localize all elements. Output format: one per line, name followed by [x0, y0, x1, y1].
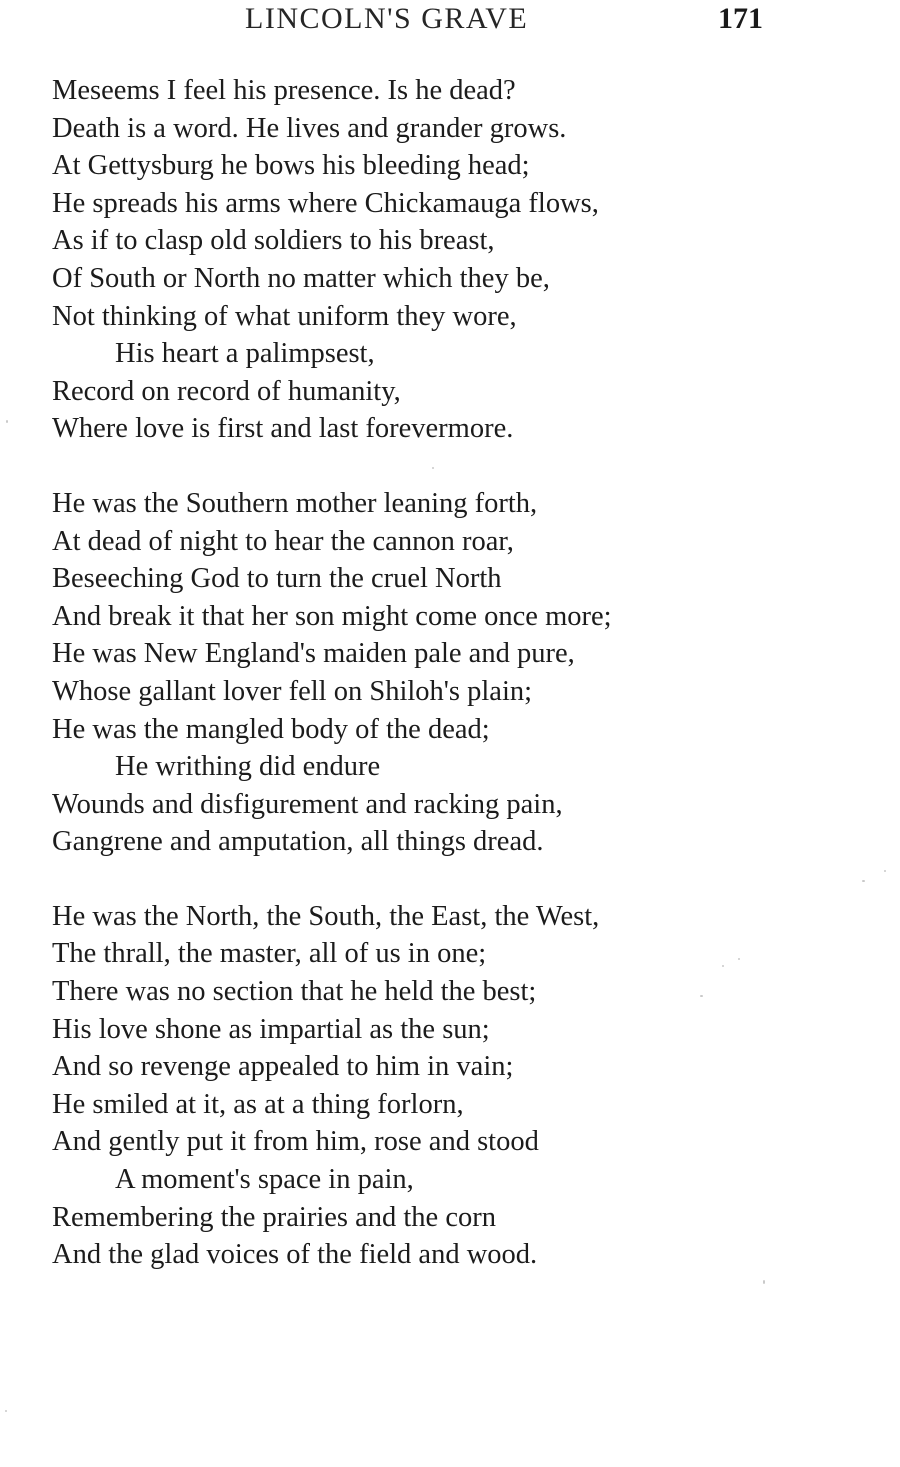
- scan-speck: [700, 995, 703, 997]
- stanza-2: [52, 485, 812, 861]
- stanza-3: [52, 898, 812, 1274]
- scan-speck: [884, 870, 886, 872]
- scan-speck: [5, 1410, 7, 1412]
- poem-line: And gently put it from him, rose and stood: [52, 1126, 539, 1158]
- poem-line: And break it that her son might come once more;: [52, 600, 612, 632]
- scan-speck: [738, 958, 740, 960]
- scan-speck: [722, 965, 724, 967]
- poem-line: He spreads his arms where Chickamauga flows,: [52, 187, 599, 219]
- poem-line: There was no section that he held the best;: [52, 976, 537, 1008]
- page-number: 171: [718, 2, 763, 35]
- running-head: [0, 2, 900, 42]
- poem-line: The thrall, the master, all of us in one;: [52, 938, 487, 970]
- poem-line: As if to clasp old soldiers to his breast,: [52, 225, 495, 257]
- poem-line: Beseeching God to turn the cruel North: [52, 563, 502, 595]
- poem-line: And so revenge appealed to him in vain;: [52, 1051, 514, 1083]
- poem-line: He was the North, the South, the East, the West,: [52, 900, 600, 932]
- poem-line: Remembering the prairies and the corn: [52, 1201, 496, 1233]
- poem: [52, 72, 812, 1311]
- poem-line: And the glad voices of the field and wood.: [52, 1239, 538, 1271]
- poem-line: He was New England's maiden pale and pure,: [52, 638, 575, 670]
- poem-line: Not thinking of what uniform they wore,: [52, 300, 517, 332]
- poem-line-indented: A moment's space in pain,: [115, 1164, 414, 1196]
- poem-line-indented: He writhing did endure: [115, 751, 381, 783]
- scan-speck: [862, 880, 865, 882]
- poem-line: Meseems I feel his presence. Is he dead?: [52, 75, 516, 106]
- poem-line: He was the Southern mother leaning forth,: [52, 487, 538, 519]
- scan-speck: [432, 467, 434, 469]
- poem-line: At dead of night to hear the cannon roar,: [52, 525, 514, 557]
- running-title: LINCOLN'S GRAVE: [245, 2, 529, 35]
- poem-line: Wounds and disfigurement and racking pain,: [52, 788, 563, 820]
- poem-line: He was the mangled body of the dead;: [52, 713, 490, 745]
- poem-line: Of South or North no matter which they be,: [52, 262, 550, 294]
- scan-speck: [763, 1280, 765, 1284]
- stanza-1: [52, 72, 812, 448]
- poem-line: Gangrene and amputation, all things dread.: [52, 826, 544, 858]
- scan-speck: [6, 420, 8, 423]
- poem-line: His love shone as impartial as the sun;: [52, 1013, 490, 1045]
- poem-line: Record on record of humanity,: [52, 375, 401, 407]
- poem-line: At Gettysburg he bows his bleeding head;: [52, 150, 530, 182]
- poem-line: He smiled at it, as at a thing forlorn,: [52, 1088, 464, 1120]
- poem-line: Death is a word. He lives and grander grows.: [52, 112, 567, 144]
- poem-line-indented: His heart a palimpsest,: [115, 338, 375, 370]
- poem-line: Whose gallant lover fell on Shiloh's plain;: [52, 675, 533, 707]
- poem-line: Where love is first and last forevermore.: [52, 413, 514, 445]
